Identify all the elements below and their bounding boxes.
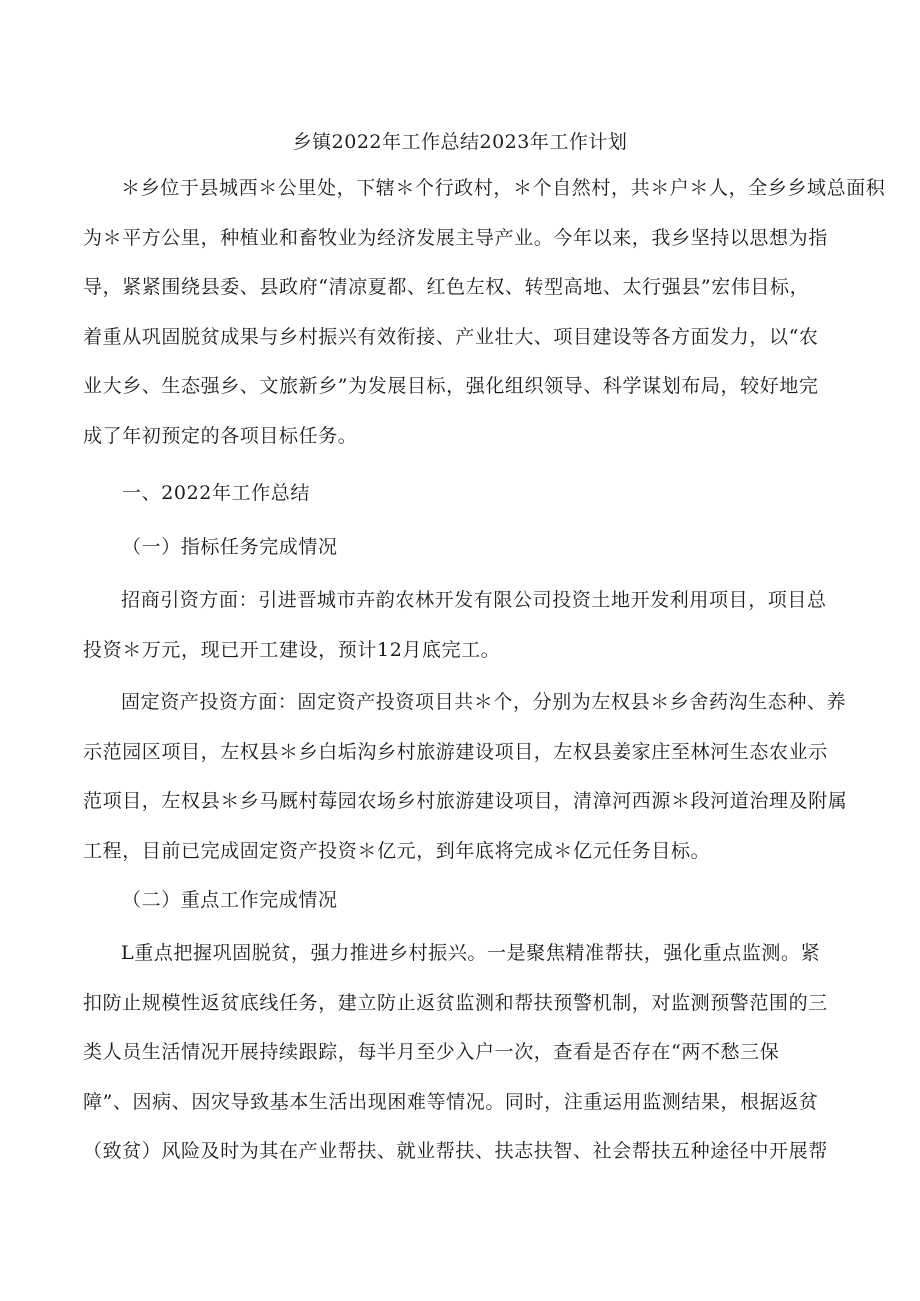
paragraph-line: 着重从巩固脱贫成果与乡村振兴有效衔接、产业壮大、项目建设等各方面发力，以“农 bbox=[83, 325, 819, 348]
paragraph-line: 工程，目前已完成固定资产投资＊亿元，到年底将完成＊亿元任务目标。 bbox=[83, 839, 711, 862]
investment-paragraph bbox=[83, 576, 843, 675]
paragraph-line: 范项目，左权县＊乡马厩村莓园农场乡村旅游建设项目，清漳河西源＊段河道治理及附属 bbox=[83, 790, 848, 812]
paragraph-line: 类人员生活情况开展持续跟踪，每半月至少入户一次，查看是否存在“两不愁三保 bbox=[83, 1041, 780, 1063]
key-work-paragraph bbox=[83, 929, 843, 1177]
paragraph-line: L重点把握巩固脱贫，强力推进乡村振兴。一是聚焦精准帮扶，强化重点监测。紧 bbox=[121, 942, 821, 964]
paragraph-line: ＊乡位于县城西＊公里处，下辖＊个行政村，＊个自然村，共＊户＊人，全乡乡域总面积 bbox=[121, 177, 886, 199]
paragraph-line: （致贫）风险及时为其在产业帮扶、就业帮扶、扶志扶智、社会帮扶五种途径中开展帮 bbox=[83, 1140, 828, 1162]
paragraph-line: 成了年初预定的各项目标任务。 bbox=[83, 424, 358, 447]
paragraph-line: 示范园区项目，左权县＊乡白垢沟乡村旅游建设项目，左权县姜家庄至林河生态农业示 bbox=[83, 740, 828, 763]
document-title: 乡镇2022年工作总结2023年工作计划 bbox=[292, 131, 628, 153]
intro-paragraph bbox=[83, 164, 886, 461]
subsection-heading: （一）指标任务完成情况 bbox=[122, 536, 338, 558]
paragraph-line: 导，紧紧围绕县委、县政府“清凉夏都、红色左权、转型高地、太行强县”宏伟目标， bbox=[83, 276, 810, 298]
subsection-heading: （二）重点工作完成情况 bbox=[122, 889, 338, 911]
section-heading: 一、2022年工作总结 bbox=[122, 482, 310, 504]
paragraph-line: 招商引资方面：引进晋城市卉韵农林开发有限公司投资土地开发利用项目，项目总 bbox=[121, 589, 827, 611]
paragraph-line: 为＊平方公里，种植业和畜牧业为经济发展主导产业。今年以来，我乡坚持以思想为指 bbox=[83, 226, 828, 249]
paragraph-line: 障”、因病、因灾导致基本生活出现困难等情况。同时，注重运用监测结果，根据返贫 bbox=[83, 1090, 819, 1113]
fixed-asset-paragraph bbox=[83, 678, 848, 876]
paragraph-line: 投资＊万元，现已开工建设，预计12月底完工。 bbox=[83, 638, 501, 661]
paragraph-line: 业大乡、生态强乡、文旅新乡”为发展目标，强化组织领导、科学谋划布局，较好地完 bbox=[83, 375, 819, 397]
paragraph-line: 固定资产投资方面：固定资产投资项目共＊个，分别为左权县＊乡舍药沟生态种、养 bbox=[121, 691, 847, 713]
paragraph-line: 扣防止规模性返贫底线任务，建立防止返贫监测和帮扶预警机制，对监测预警范围的三 bbox=[83, 991, 828, 1014]
